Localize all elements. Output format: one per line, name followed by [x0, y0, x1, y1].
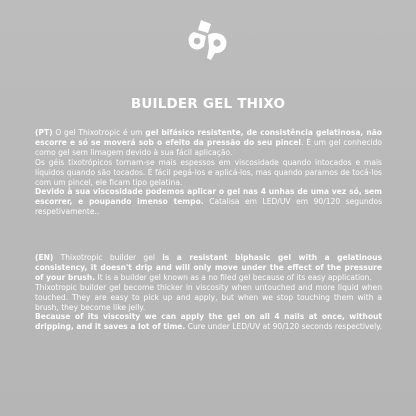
- pt-text-4: Devido à sua viscosidade podemos aplicar o gel nas 4 unhas de uma vez só, sem escorrer, e poupando imenso tempo.: [35, 187, 382, 207]
- pt-text-1: O gel Thixotropic é um: [52, 128, 146, 137]
- page-title: BUILDER GEL THIXO: [130, 96, 286, 112]
- en-text-5: Cure under LED/UV at 90/120 seconds respectively.: [185, 322, 382, 332]
- en-tag: (EN): [35, 253, 54, 262]
- pt-text-3: . É um gel conhecido como gel sem limagem devido à sua fácil aplicação. Os géis tixotrópicos tornam-se mais espessos em viscosidade quando intocados e mais líquidos quando são tocados. É fácil pegá-los e aplicá-los, mas quando paramos de tocá-los com um pincel, ele ficam tipo gelatina.: [35, 137, 382, 187]
- en-text-3: It is a builder gel known as a no filed gel because of its easy application. Thixotropic builder gel become thicker in viscosity when untouched and more liquid when touched. They are easy to pick up and apply, but when we stop touching them with a brush, they become like jelly.: [35, 272, 382, 312]
- en-text-4: Because of its viscosity we can apply the gel on all 4 nails at once, without dripping, and it saves a lot of time.: [35, 312, 382, 332]
- pt-tag: (PT): [35, 128, 53, 137]
- en-text-2: is a resistant biphasic gel with a gelatinous consistency, it doesn't drip and will only move under the effect of the pressure of your brush.: [35, 253, 382, 282]
- portuguese-description: [35, 128, 382, 217]
- en-text-1: Thixotropic builder gel: [53, 253, 163, 262]
- pt-text-2: gel bifásico resistente, de consistência gelatinosa, não escorre e só se moverá sob o efeito da pressão do seu pincel: [35, 128, 382, 147]
- brand-logo-icon: [186, 18, 230, 62]
- english-description: [35, 253, 382, 332]
- pt-text-5: Catalisa em LED/UV em 90/120 segundos respetivamente..: [35, 197, 383, 217]
